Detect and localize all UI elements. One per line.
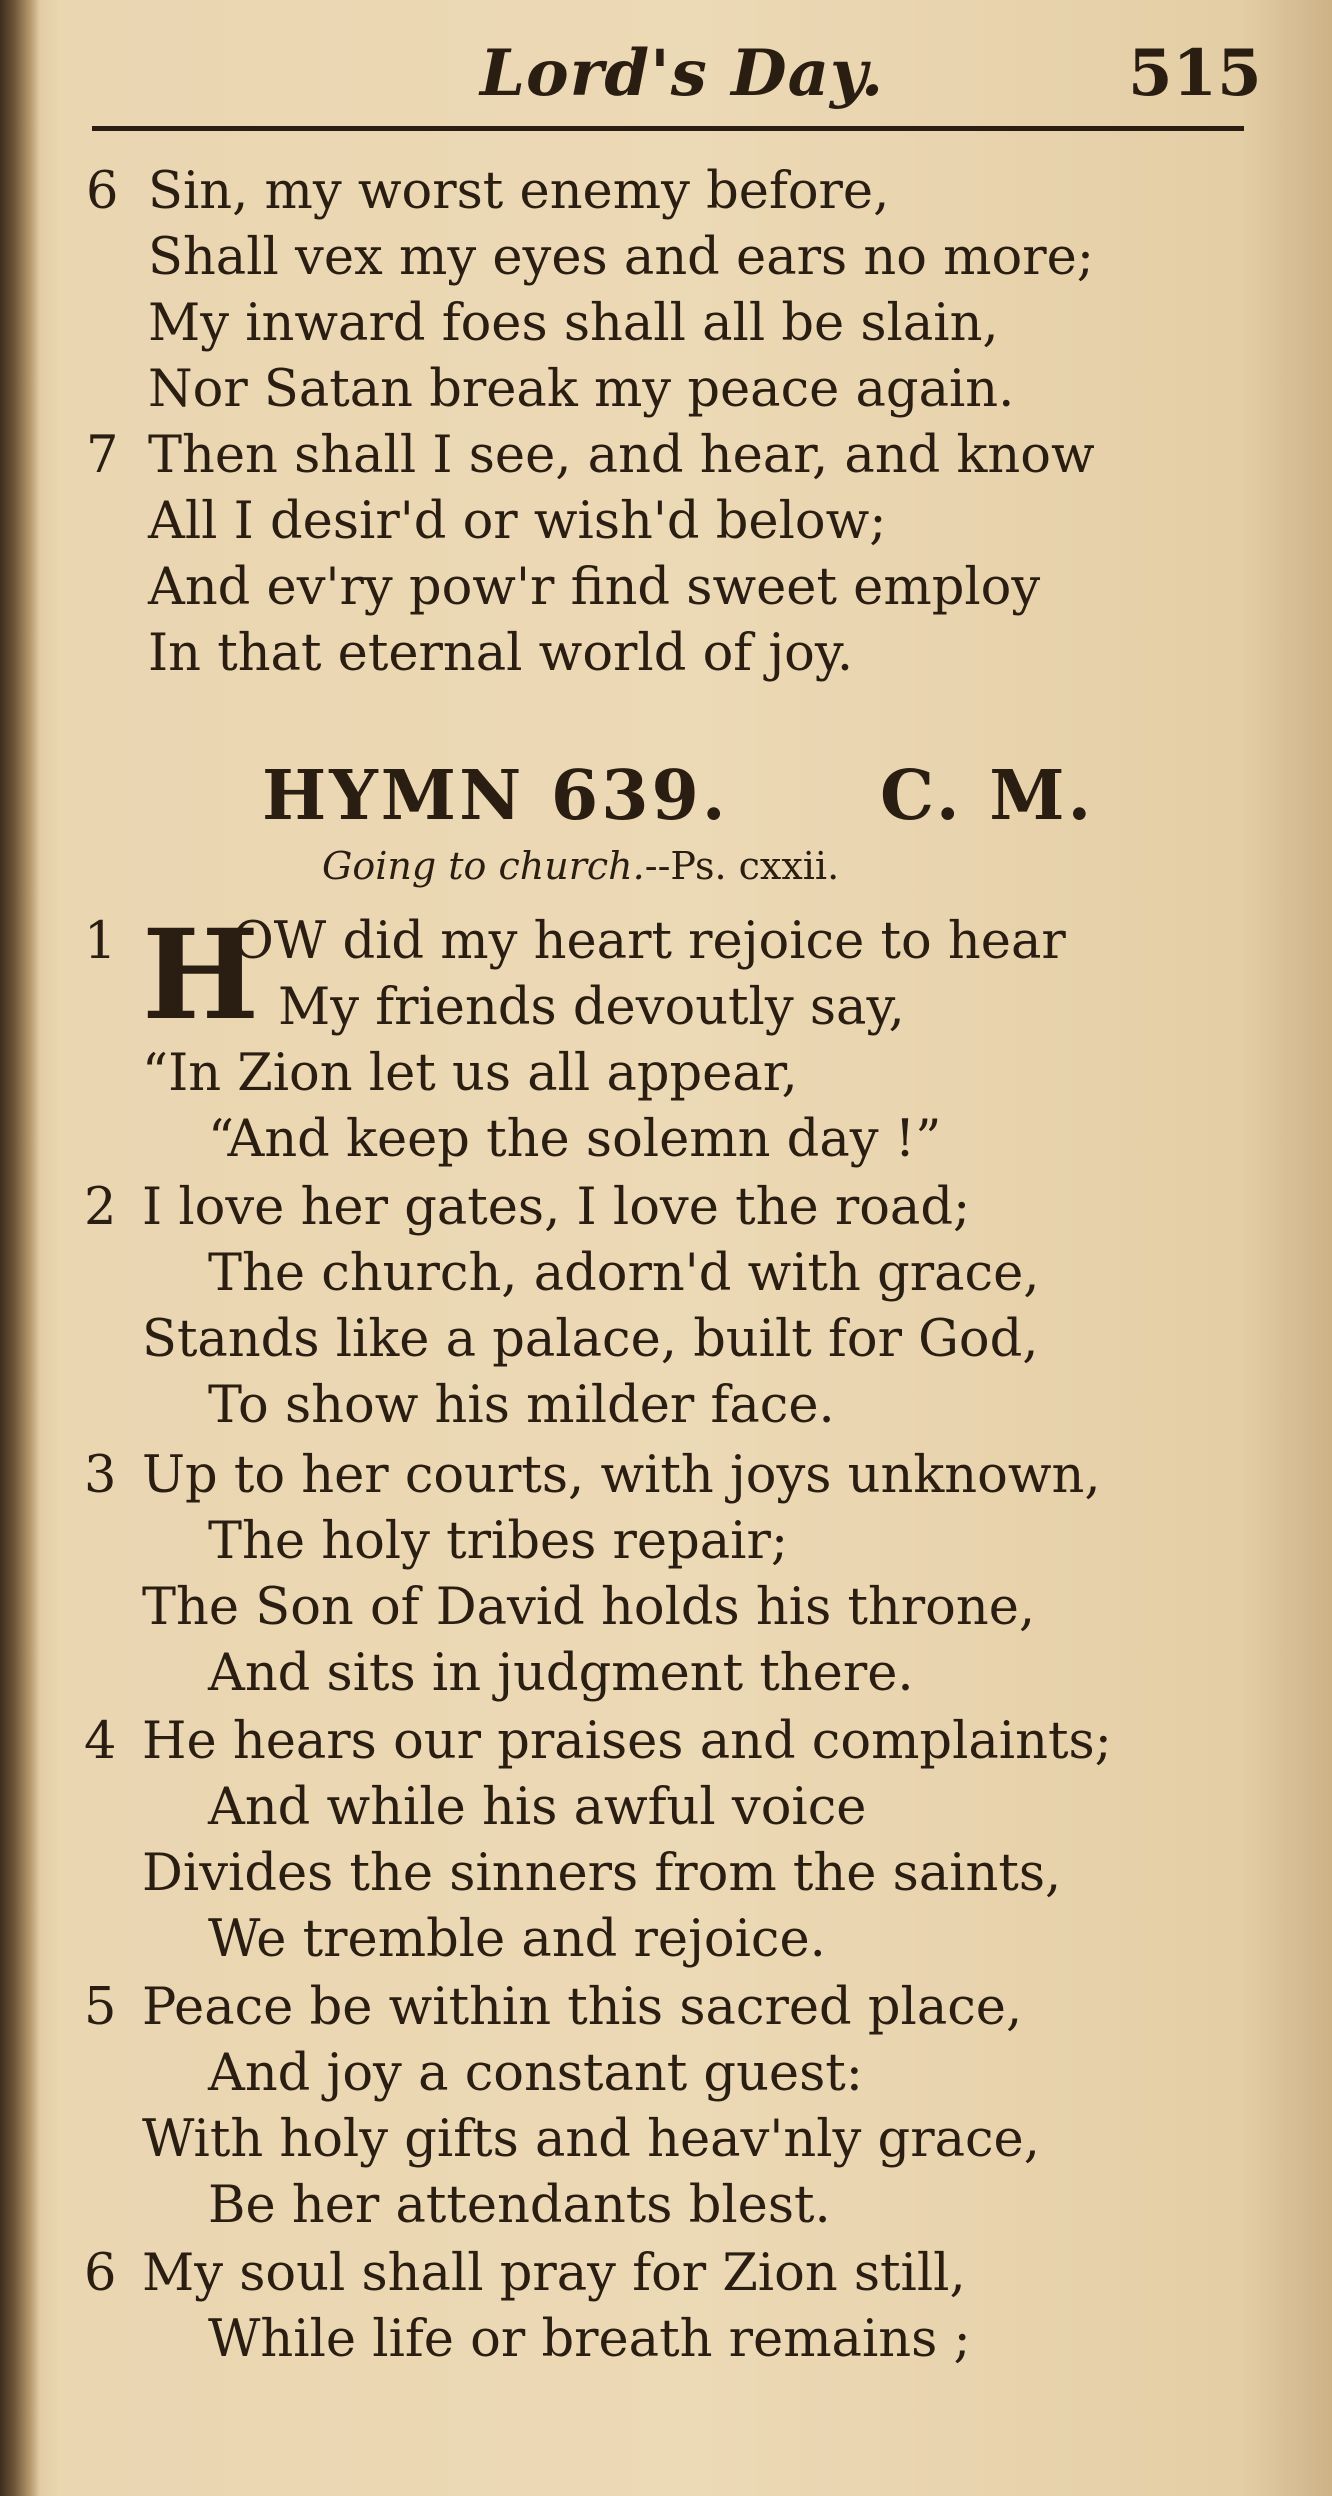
running-header-title: Lord's Day. (480, 36, 885, 111)
verse-number: 7 (86, 426, 119, 485)
verse-line: Divides the sinners from the saints, (142, 1844, 1062, 1903)
verse-line: And joy a constant guest: (208, 2044, 863, 2103)
header-rule (92, 126, 1244, 131)
verse-line: My friends devoutly say, (278, 978, 905, 1037)
verse-line: “In Zion let us all appear, (142, 1044, 798, 1103)
page-number: 515 (1128, 36, 1262, 111)
verse-line: While life or breath remains ; (208, 2310, 971, 2369)
verse-line: And while his awful voice (208, 1778, 867, 1837)
verse-line: He hears our praises and complaints; (142, 1712, 1112, 1771)
verse-line: In that eternal world of joy. (148, 624, 854, 683)
verse-number: 6 (84, 2244, 117, 2303)
verse-number: 1 (84, 912, 117, 971)
verse-line: Peace be within this sacred place, (142, 1978, 1023, 2037)
verse-number: 6 (86, 162, 119, 221)
hymn-meter: C. M. (880, 756, 1095, 836)
verse-number: 5 (84, 1978, 117, 2037)
verse-line: Shall vex my eyes and ears no more; (148, 228, 1094, 287)
hymn-title: HYMN 639. (262, 756, 729, 836)
verse-line: The church, adorn'd with grace, (208, 1244, 1040, 1303)
verse-line: All I desir'd or wish'd below; (148, 492, 887, 551)
verse-line: Stands like a palace, built for God, (142, 1310, 1039, 1369)
verse-line: The holy tribes repair; (208, 1512, 789, 1571)
verse-line: I love her gates, I love the road; (142, 1178, 971, 1237)
verse-line: We tremble and rejoice. (208, 1910, 826, 1969)
verse-line: Be her attendants blest. (208, 2176, 831, 2235)
verse-line: And ev'ry pow'r find sweet employ (148, 558, 1041, 617)
subtitle-topic: Going to church. (322, 844, 645, 888)
verse-number: 3 (84, 1446, 117, 1505)
verse-line: To show his milder face. (208, 1376, 835, 1435)
verse-line: My soul shall pray for Zion still, (142, 2244, 966, 2303)
hymn-subtitle (322, 844, 839, 888)
verse-number: 2 (84, 1178, 117, 1237)
verse-number: 4 (84, 1712, 117, 1771)
verse-line: Sin, my worst enemy before, (148, 162, 890, 221)
verse-line: OW did my heart rejoice to hear (232, 912, 1066, 971)
verse-line: Then shall I see, and hear, and know (148, 426, 1095, 485)
drop-cap: H (142, 903, 260, 1048)
verse-line: And sits in judgment there. (208, 1644, 914, 1703)
verse-line: Nor Satan break my peace again. (148, 360, 1015, 419)
book-gutter (0, 0, 40, 2496)
verse-line: The Son of David holds his throne, (142, 1578, 1036, 1637)
subtitle-reference: --Ps. cxxii. (644, 844, 840, 888)
verse-line: My inward foes shall all be slain, (148, 294, 999, 353)
verse-line: With holy gifts and heav'nly grace, (142, 2110, 1040, 2169)
verse-line: “And keep the solemn day !” (208, 1110, 942, 1169)
verse-line: Up to her courts, with joys unknown, (142, 1446, 1101, 1505)
